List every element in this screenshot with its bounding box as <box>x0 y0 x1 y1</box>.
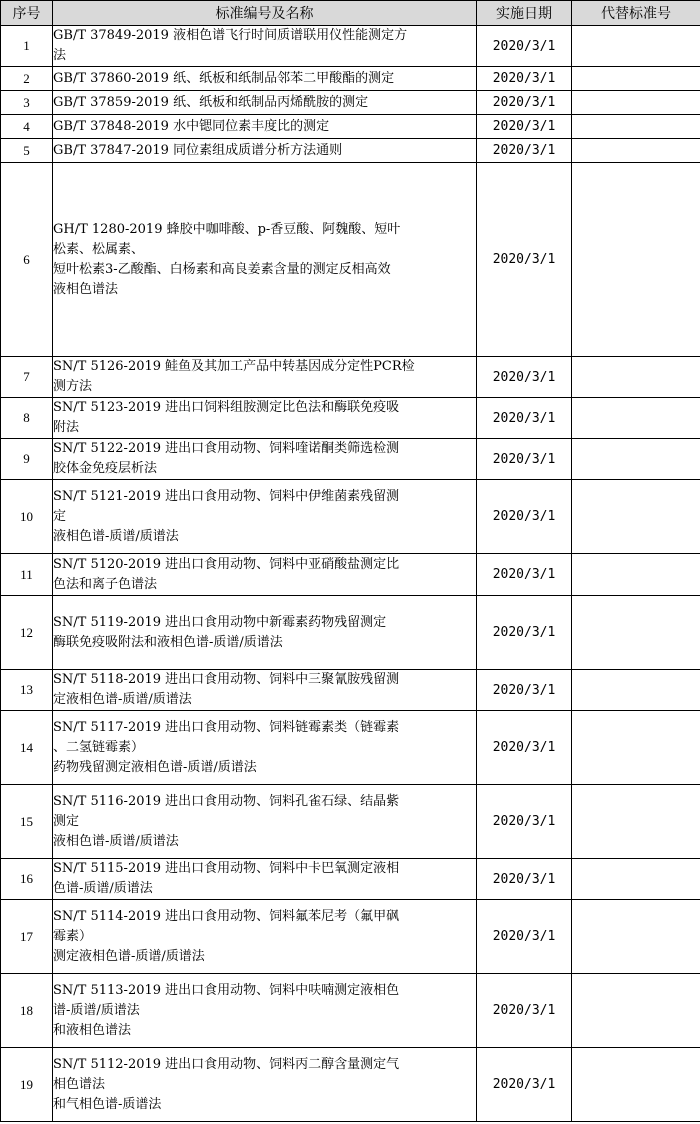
row-replaced-standard <box>572 900 700 974</box>
row-effective-date: 2020/3/1 <box>477 900 572 974</box>
row-replaced-standard <box>572 480 700 554</box>
row-effective-date: 2020/3/1 <box>477 785 572 859</box>
row-seq: 11 <box>1 554 53 596</box>
table-row <box>1 357 700 398</box>
row-seq: 12 <box>1 596 53 670</box>
table-row <box>1 91 700 115</box>
row-effective-date: 2020/3/1 <box>477 711 572 785</box>
row-seq: 16 <box>1 859 53 900</box>
row-standard-name: SN/T 5118-2019 进出口食用动物、饲料中三聚氰胺残留测 定液相色谱-质谱/质谱法 <box>53 670 477 711</box>
table-row <box>1 439 700 480</box>
row-standard-name: SN/T 5115-2019 进出口食用动物、饲料中卡巴氧测定液相 色谱-质谱/质谱法 <box>53 859 477 900</box>
row-seq: 9 <box>1 439 53 480</box>
header-seq: 序号 <box>1 1 53 26</box>
row-replaced-standard <box>572 974 700 1048</box>
row-seq: 13 <box>1 670 53 711</box>
row-standard-name: SN/T 5120-2019 进出口食用动物、饲料中亚硝酸盐测定比 色法和离子色谱法 <box>53 554 477 596</box>
row-effective-date: 2020/3/1 <box>477 398 572 439</box>
row-standard-name: SN/T 5117-2019 进出口食用动物、饲料链霉素类（链霉素 、二氢链霉素） 药物残留测定液相色谱-质谱/质谱法 <box>53 711 477 785</box>
row-effective-date: 2020/3/1 <box>477 67 572 91</box>
row-effective-date: 2020/3/1 <box>477 554 572 596</box>
row-seq: 8 <box>1 398 53 439</box>
row-replaced-standard <box>572 67 700 91</box>
row-seq: 18 <box>1 974 53 1048</box>
row-replaced-standard <box>572 859 700 900</box>
table-row <box>1 67 700 91</box>
row-standard-name: GB/T 37860-2019 纸、纸板和纸制品邻苯二甲酸酯的测定 <box>53 67 477 91</box>
row-standard-name: SN/T 5119-2019 进出口食用动物中新霉素药物残留测定 酶联免疫吸附法和液相色谱-质谱/质谱法 <box>53 596 477 670</box>
table-row <box>1 480 700 554</box>
row-replaced-standard <box>572 439 700 480</box>
row-effective-date: 2020/3/1 <box>477 357 572 398</box>
row-replaced-standard <box>572 163 700 357</box>
row-standard-name: SN/T 5116-2019 进出口食用动物、饲料孔雀石绿、结晶紫 测定 液相色谱-质谱/质谱法 <box>53 785 477 859</box>
row-effective-date: 2020/3/1 <box>477 115 572 139</box>
row-replaced-standard <box>572 357 700 398</box>
row-seq: 2 <box>1 67 53 91</box>
row-standard-name: GB/T 37848-2019 水中锶同位素丰度比的测定 <box>53 115 477 139</box>
row-seq: 7 <box>1 357 53 398</box>
row-replaced-standard <box>572 670 700 711</box>
row-replaced-standard <box>572 26 700 67</box>
row-effective-date: 2020/3/1 <box>477 596 572 670</box>
header-row <box>1 1 700 26</box>
table-row <box>1 1048 700 1122</box>
table-row <box>1 711 700 785</box>
row-seq: 1 <box>1 26 53 67</box>
table-row <box>1 596 700 670</box>
header-date: 实施日期 <box>477 1 572 26</box>
row-seq: 14 <box>1 711 53 785</box>
table-row <box>1 670 700 711</box>
table-body <box>1 26 700 1122</box>
row-effective-date: 2020/3/1 <box>477 26 572 67</box>
row-replaced-standard <box>572 596 700 670</box>
row-effective-date: 2020/3/1 <box>477 1048 572 1122</box>
row-standard-name: GH/T 1280-2019 蜂胶中咖啡酸、p-香豆酸、阿魏酸、短叶 松素、松属素、 短叶松素3-乙酸酯、白杨素和高良姜素含量的测定反相高效 液相色谱法 <box>53 163 477 357</box>
row-standard-name: SN/T 5113-2019 进出口食用动物、饲料中呋喃测定液相色 谱-质谱/质谱法 和液相色谱法 <box>53 974 477 1048</box>
table-row <box>1 974 700 1048</box>
table-row <box>1 785 700 859</box>
row-standard-name: GB/T 37859-2019 纸、纸板和纸制品丙烯酰胺的测定 <box>53 91 477 115</box>
row-replaced-standard <box>572 1048 700 1122</box>
row-effective-date: 2020/3/1 <box>477 480 572 554</box>
row-effective-date: 2020/3/1 <box>477 91 572 115</box>
row-replaced-standard <box>572 91 700 115</box>
table-row <box>1 139 700 163</box>
row-replaced-standard <box>572 398 700 439</box>
row-seq: 6 <box>1 163 53 357</box>
row-effective-date: 2020/3/1 <box>477 139 572 163</box>
table-row <box>1 900 700 974</box>
row-standard-name: SN/T 5114-2019 进出口食用动物、饲料氟苯尼考（氟甲砜 霉素） 测定液相色谱-质谱/质谱法 <box>53 900 477 974</box>
row-seq: 4 <box>1 115 53 139</box>
row-replaced-standard <box>572 139 700 163</box>
table-row <box>1 398 700 439</box>
table-row <box>1 26 700 67</box>
row-seq: 3 <box>1 91 53 115</box>
row-seq: 15 <box>1 785 53 859</box>
table-row <box>1 554 700 596</box>
row-standard-name: SN/T 5126-2019 鲑鱼及其加工产品中转基因成分定性PCR检 测方法 <box>53 357 477 398</box>
row-standard-name: SN/T 5112-2019 进出口食用动物、饲料丙二醇含量测定气 相色谱法 和气相色谱-质谱法 <box>53 1048 477 1122</box>
row-standard-name: GB/T 37849-2019 液相色谱飞行时间质谱联用仪性能测定方 法 <box>53 26 477 67</box>
header-replace: 代替标准号 <box>572 1 700 26</box>
table-row <box>1 163 700 357</box>
row-effective-date: 2020/3/1 <box>477 670 572 711</box>
row-seq: 17 <box>1 900 53 974</box>
table-row <box>1 115 700 139</box>
row-replaced-standard <box>572 711 700 785</box>
row-standard-name: GB/T 37847-2019 同位素组成质谱分析方法通则 <box>53 139 477 163</box>
row-seq: 5 <box>1 139 53 163</box>
row-standard-name: SN/T 5122-2019 进出口食用动物、饲料喹诺酮类筛选检测 胶体金免疫层析法 <box>53 439 477 480</box>
row-effective-date: 2020/3/1 <box>477 163 572 357</box>
row-effective-date: 2020/3/1 <box>477 439 572 480</box>
row-effective-date: 2020/3/1 <box>477 859 572 900</box>
table-row <box>1 859 700 900</box>
row-replaced-standard <box>572 554 700 596</box>
row-effective-date: 2020/3/1 <box>477 974 572 1048</box>
row-replaced-standard <box>572 115 700 139</box>
header-name: 标准编号及名称 <box>53 1 477 26</box>
row-replaced-standard <box>572 785 700 859</box>
row-standard-name: SN/T 5121-2019 进出口食用动物、饲料中伊维菌素残留测 定 液相色谱-质谱/质谱法 <box>53 480 477 554</box>
row-seq: 19 <box>1 1048 53 1122</box>
row-standard-name: SN/T 5123-2019 进出口饲料组胺测定比色法和酶联免疫吸 附法 <box>53 398 477 439</box>
row-seq: 10 <box>1 480 53 554</box>
